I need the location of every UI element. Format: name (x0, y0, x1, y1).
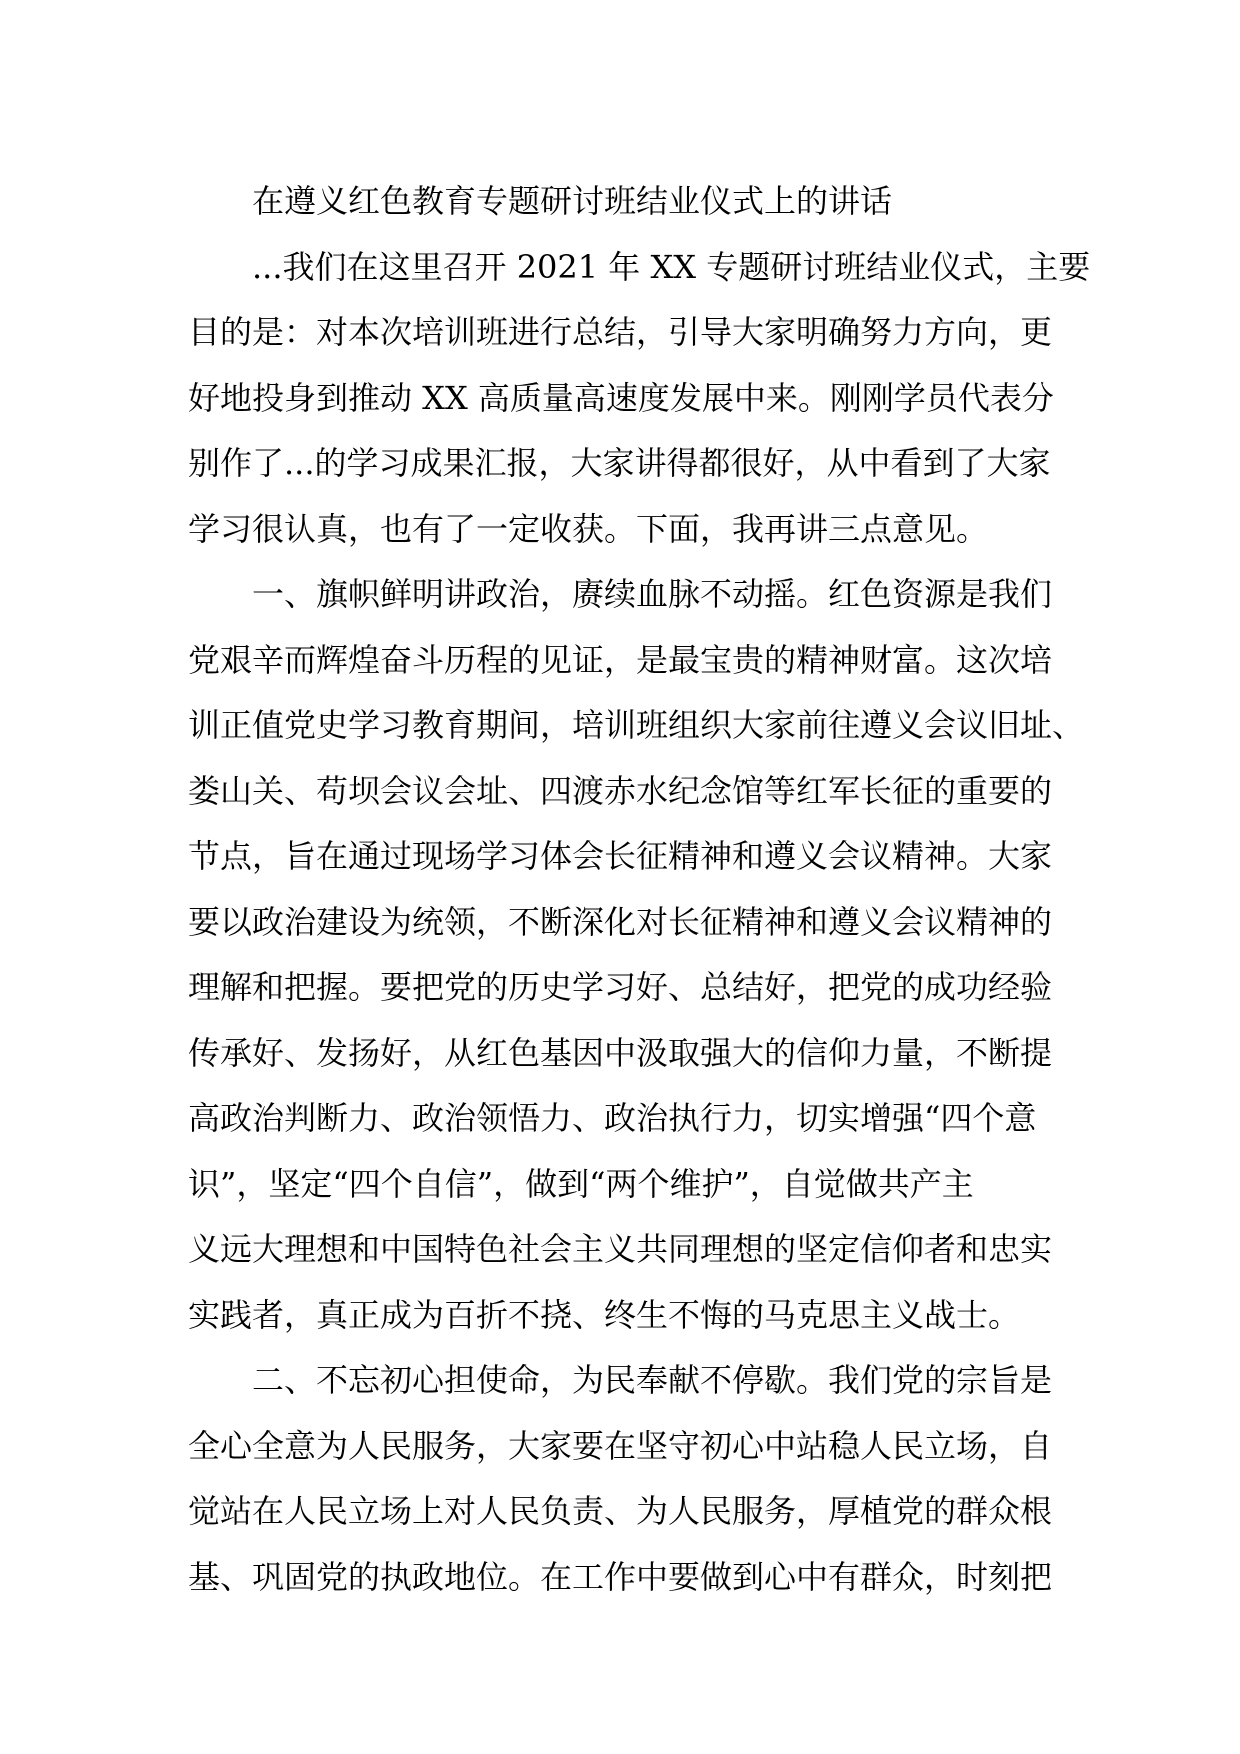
paragraph-line: 学习很认真，也有了一定收获。下面，我再讲三点意见。 (188, 509, 989, 548)
paragraph-line: 实践者，真正成为百折不挠、终生不悔的马克思主义战士。 (188, 1295, 1021, 1334)
paragraph-line: 训正值党史学习教育期间，培训班组织大家前往遵义会议旧址、 (188, 706, 1085, 744)
section-heading-2: 二、不忘初心担使命，为民奉献不停歇。我们党的宗旨是 (252, 1361, 1053, 1399)
paragraph-line: 全心全意为人民服务，大家要在坚守初心中站稳人民立场，自 (188, 1426, 1053, 1465)
paragraph-line: 识”，坚定“四个自信”，做到“两个维护”，自觉做共产主 (188, 1164, 974, 1203)
paragraph-line: 娄山关、苟坝会议会址、四渡赤水纪念馆等红军长征的重要的 (188, 771, 1053, 810)
paragraph-line: 好地投身到推动 XX 高质量高速度发展中来。刚刚学员代表分 (188, 378, 1054, 417)
paragraph-line: 义远大理想和中国特色社会主义共同理想的坚定信仰者和忠实 (188, 1230, 1053, 1268)
paragraph-line: 节点，旨在通过现场学习体会长征精神和遵义会议精神。大家 (188, 837, 1053, 875)
paragraph-line: 别作了...的学习成果汇报，大家讲得都很好，从中看到了大家 (188, 444, 1051, 482)
paragraph-line: 传承好、发扬好，从红色基因中汲取强大的信仰力量，不断提 (188, 1033, 1053, 1072)
paragraph-line: 高政治判断力、政治领悟力、政治执行力，切实增强“四个意 (188, 1099, 1037, 1137)
paragraph-line: 目的是：对本次培训班进行总结，引导大家明确努力方向，更 (188, 313, 1053, 351)
section-heading-1: 一、旗帜鲜明讲政治，赓续血脉不动摇。红色资源是我们 (252, 575, 1053, 613)
paragraph-line: 要以政治建设为统领，不断深化对长征精神和遵义会议精神的 (188, 902, 1053, 941)
paragraph-line: 基、巩固党的执政地位。在工作中要做到心中有群众，时刻把 (188, 1557, 1053, 1596)
paragraph-line: ...我们在这里召开 2021 年 XX 专题研讨班结业仪式，主要 (252, 247, 1091, 286)
paragraph-line: 党艰辛而辉煌奋斗历程的见证，是最宝贵的精神财富。这次培 (188, 640, 1053, 679)
document-body (188, 169, 1091, 1610)
paragraph-line: 觉站在人民立场上对人民负责、为人民服务，厚植党的群众根 (188, 1492, 1053, 1530)
document-title: 在遵义红色教育专题研讨班结业仪式上的讲话 (252, 182, 893, 220)
paragraph-line: 理解和把握。要把党的历史学习好、总结好，把党的成功经验 (188, 968, 1053, 1006)
